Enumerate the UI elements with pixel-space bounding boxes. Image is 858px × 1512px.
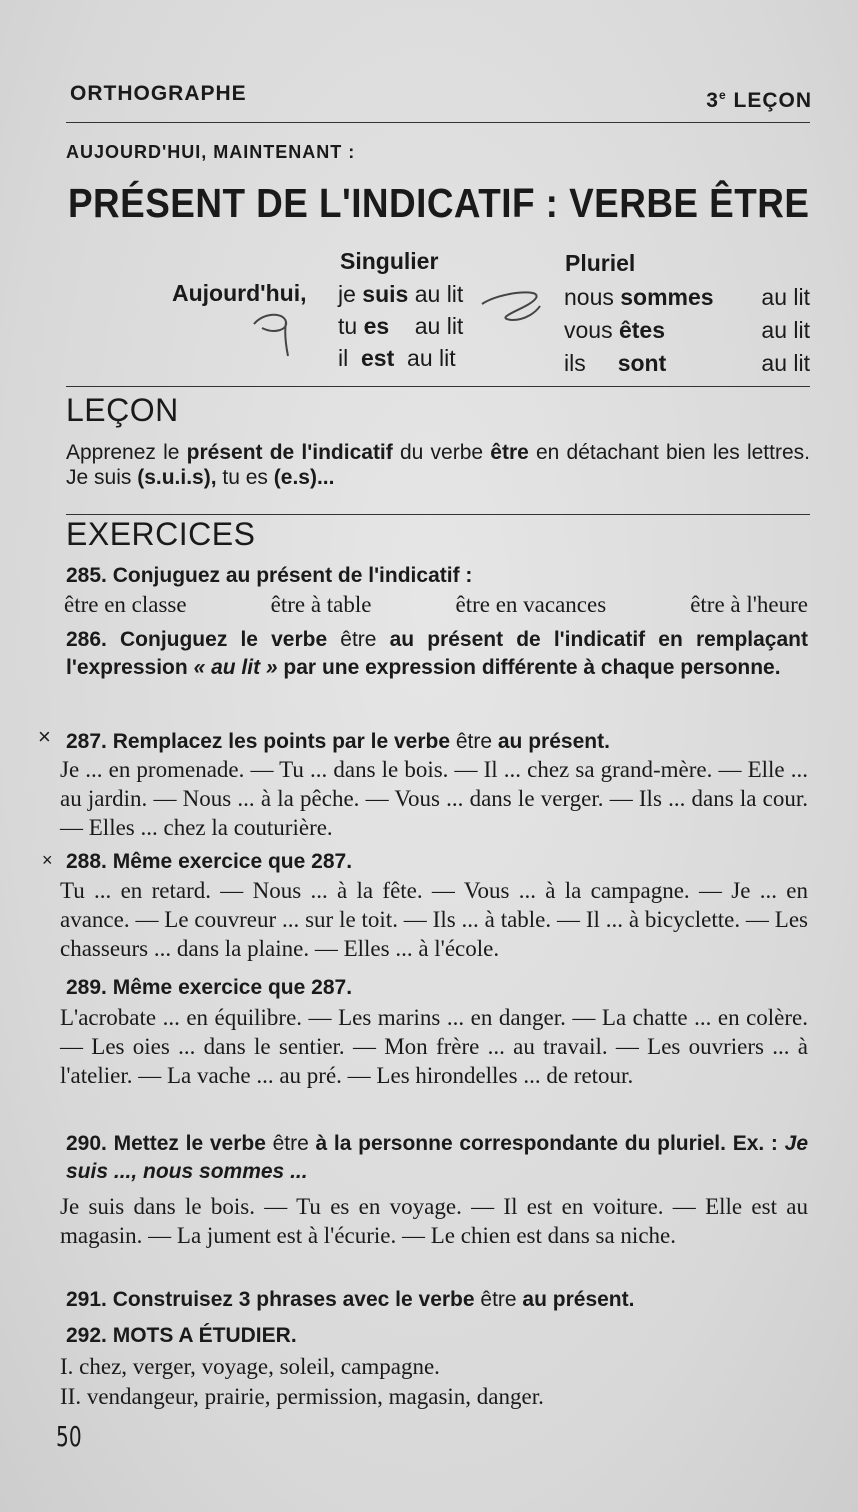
header-lesson: 3e LEÇON bbox=[706, 88, 812, 112]
conj-sing-1: je suis au lit bbox=[338, 281, 464, 307]
ex285-item: être en vacances bbox=[455, 592, 607, 617]
header-rule bbox=[66, 122, 810, 123]
conj-sing-2: tu es au lit bbox=[338, 313, 464, 339]
ex289-text: L'acrobate ... en équilibre. — Les marins ... en danger. — La chatte ... en colère. — Les oies ... dans le sentier. — Mon frère ... au travail. — Les ouvriers ... à l'atelier. — La vache ... au pré. — Les hirondelles ... de retour. bbox=[60, 1005, 808, 1088]
ex285-item: être en classe bbox=[64, 592, 187, 617]
conjugation-rule bbox=[66, 386, 810, 387]
header-subject: ORTHOGRAPHE bbox=[70, 82, 247, 105]
ex292-heading: 292. MOTS A ÉTUDIER. bbox=[66, 1324, 297, 1347]
ex288-heading: 288. Même exercice que 287. bbox=[66, 850, 353, 873]
ex288-text: Tu ... en retard. — Nous ... à la fête. — Vous ... à la campagne. — Je ... en avance. — Le couvreur ... sur le toit. — Ils ... à table. — Il ... à bicyclette. — Les chasseurs ... dans la plaine. — Elles ... à l'école. bbox=[60, 878, 808, 961]
ex287-mark-icon: × bbox=[38, 724, 51, 749]
conjugation-intro: Aujourd'hui, bbox=[172, 280, 307, 306]
ex287-heading: 287. Remplacez les points par le verbe être au présent. bbox=[66, 730, 610, 753]
pluriel-header: Pluriel bbox=[565, 250, 636, 276]
ex288-mark-icon: × bbox=[42, 850, 53, 870]
lecon-title: LEÇON bbox=[66, 392, 179, 428]
ex289-heading: 289. Même exercice que 287. bbox=[66, 976, 353, 999]
conj-plur-2: vous êtes au lit bbox=[564, 317, 810, 343]
ex285-item: être à table bbox=[270, 592, 372, 617]
ex286-heading: 286. Conjuguez le verbe être au présent de l'indicatif en remplaçant l'expression « au lit » par une expression différente à chaque personne. bbox=[66, 628, 808, 679]
ex290-text: Je suis dans le bois. — Tu es en voyage. — Il est en voiture. — Elle est au magasin. — La jument est à l'écurie. — Le chien est dans sa niche. bbox=[60, 1194, 808, 1248]
handwritten-marks-icon bbox=[250, 282, 560, 362]
lecon-rule bbox=[66, 514, 810, 515]
exercices-title: EXERCICES bbox=[66, 516, 256, 552]
conj-plur-3: ils sont au lit bbox=[564, 350, 810, 376]
ex285-item: être à l'heure bbox=[690, 592, 808, 617]
singulier-header: Singulier bbox=[340, 248, 439, 274]
page-number: 50 bbox=[56, 1420, 82, 1453]
ex285-heading: 285. Conjuguez au présent de l'indicatif : bbox=[66, 564, 473, 587]
subtitle: AUJOURD'HUI, MAINTENANT : bbox=[66, 142, 356, 162]
conj-plur-1: nous sommes au lit bbox=[564, 284, 810, 310]
ex290-heading: 290. Mettez le verbe être à la personne correspondante du pluriel. Ex. : Je suis ..., nous sommes ... bbox=[66, 1132, 808, 1183]
ex285-items bbox=[64, 590, 808, 619]
ex287-text: Je ... en promenade. — Tu ... dans le bois. — Il ... chez sa grand-mère. — Elle ... au jardin. — Nous ... à la pêche. — Vous ... dans le verger. — Ils ... dans la cour. — Elles ... chez la couturière. bbox=[60, 757, 808, 840]
conj-sing-3: il est au lit bbox=[338, 345, 456, 371]
ex292-line1: I. chez, verger, voyage, soleil, campagne. bbox=[60, 1354, 440, 1379]
page-title: PRÉSENT DE L'INDICATIF : VERBE ÊTRE bbox=[68, 180, 810, 226]
lecon-text: Apprenez le présent de l'indicatif du verbe être en détachant bien les lettres. Je suis (s.u.i.s), tu es (e.s)... bbox=[66, 441, 810, 489]
ex292-line2: II. vendangeur, prairie, permission, magasin, danger. bbox=[60, 1384, 544, 1409]
ex291-heading: 291. Construisez 3 phrases avec le verbe être au présent. bbox=[66, 1288, 635, 1311]
